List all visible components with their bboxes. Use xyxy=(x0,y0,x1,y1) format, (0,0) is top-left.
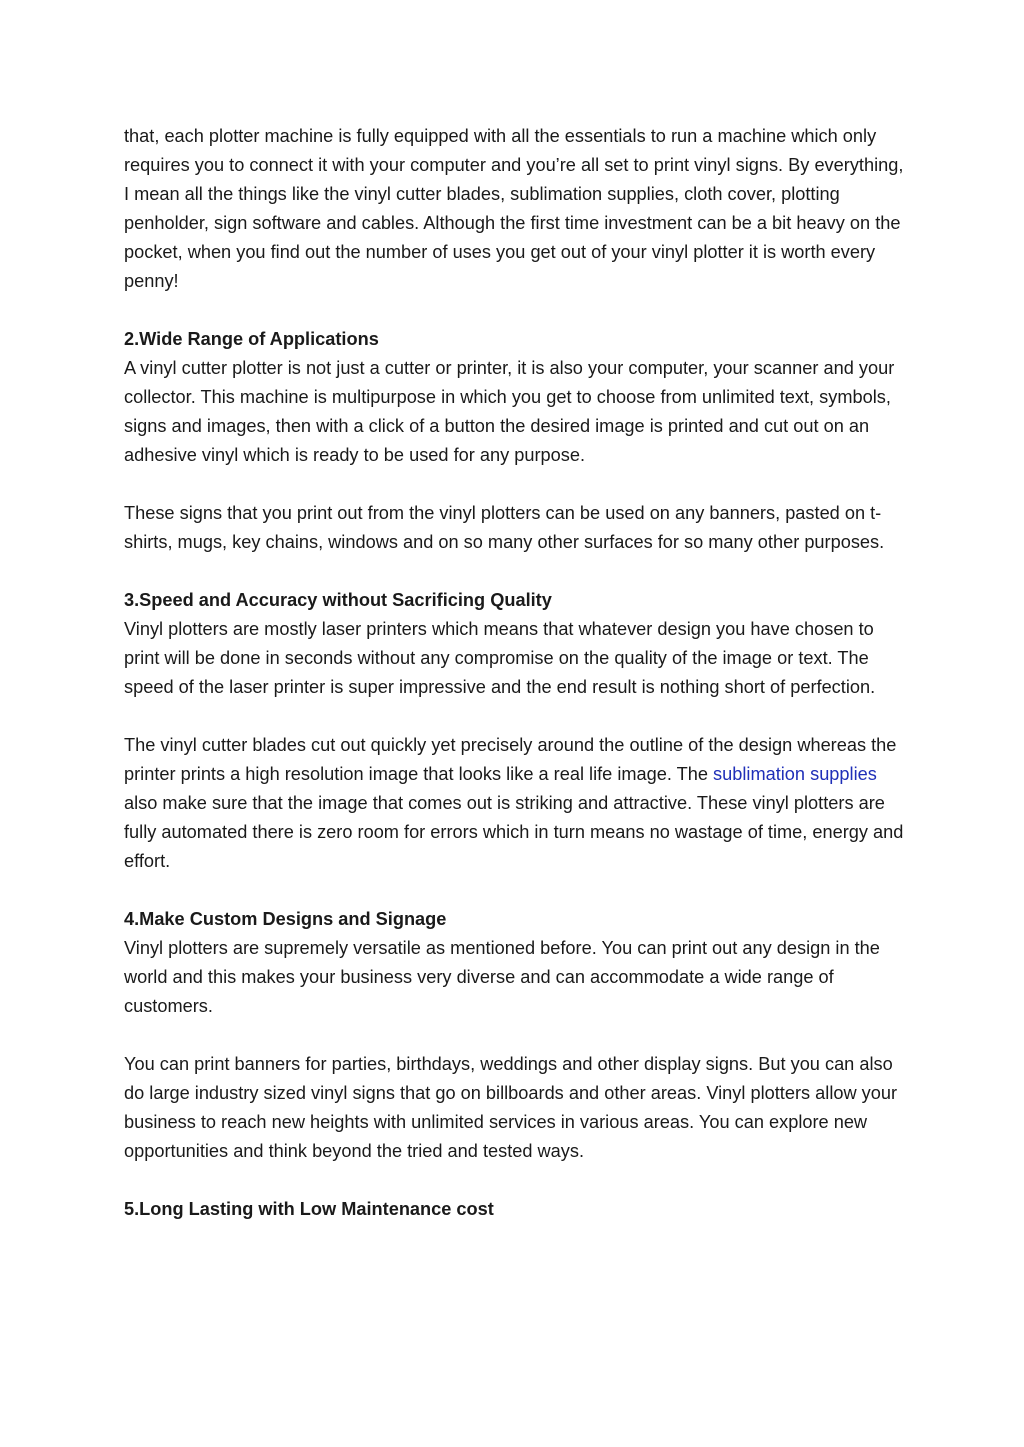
section-heading-long-lasting: 5.Long Lasting with Low Maintenance cost xyxy=(124,1199,494,1219)
section-heading-wide-range: 2.Wide Range of Applications xyxy=(124,329,379,349)
paragraph-spacer xyxy=(124,1166,904,1195)
document-page xyxy=(124,122,904,1224)
speed-accuracy-paragraph-1: Vinyl plotters are mostly laser printers which means that whatever design you have chosen to print will be done in seconds without any compromise on the quality of the image or text. The speed of the laser printer is super impressive and the end result is nothing short of perfection. xyxy=(124,619,876,697)
custom-designs-paragraph-1: Vinyl plotters are supremely versatile as mentioned before. You can print out any design in the world and this makes your business very diverse and can accommodate a wide range of customers. xyxy=(124,938,880,1016)
paragraph-spacer xyxy=(124,702,904,731)
wide-range-paragraph-1: A vinyl cutter plotter is not just a cutter or printer, it is also your computer, your scanner and your collector. This machine is multipurpose in which you get to choose from unlimited text, symbols, signs and images, then with a click of a button the desired image is printed and cut out on an adhesive vinyl which is ready to be used for any purpose. xyxy=(124,358,895,465)
sublimation-supplies-link[interactable]: sublimation supplies xyxy=(713,764,877,784)
speed-accuracy-text-after-link: also make sure that the image that comes out is striking and attractive. These vinyl plotters are fully automated there is zero room for errors which in turn means no wastage of time, energy and effort. xyxy=(124,793,904,871)
intro-paragraph: that, each plotter machine is fully equipped with all the essentials to run a machine which only requires you to connect it with your computer and you’re all set to print vinyl signs. By everything, I mean all the things like the vinyl cutter blades, sublimation supplies, cloth cover, plotting penholder, sign software and cables. Although the first time investment can be a bit heavy on the pocket, when you find out the number of uses you get out of your vinyl plotter it is worth every penny! xyxy=(124,126,904,291)
custom-designs-paragraph-2: You can print banners for parties, birthdays, weddings and other display signs. But you can also do large industry sized vinyl signs that go on billboards and other areas. Vinyl plotters allow your business to reach new heights with unlimited services in various areas. You can explore new opportunities and think beyond the tried and tested ways. xyxy=(124,1054,898,1161)
paragraph-spacer xyxy=(124,876,904,905)
speed-accuracy-text-before-link: The vinyl cutter blades cut out quickly yet precisely around the outline of the design whereas the printer prints a high resolution image that looks like a real life image. The xyxy=(124,735,897,784)
paragraph-spacer xyxy=(124,470,904,499)
section-heading-speed-accuracy: 3.Speed and Accuracy without Sacrificing Quality xyxy=(124,590,552,610)
paragraph-spacer xyxy=(124,557,904,586)
paragraph-spacer xyxy=(124,296,904,325)
section-heading-custom-designs: 4.Make Custom Designs and Signage xyxy=(124,909,447,929)
wide-range-paragraph-2: These signs that you print out from the vinyl plotters can be used on any banners, pasted on t-shirts, mugs, key chains, windows and on so many other surfaces for so many other purposes. xyxy=(124,503,885,552)
speed-accuracy-paragraph-2 xyxy=(124,731,904,876)
paragraph-spacer xyxy=(124,1021,904,1050)
